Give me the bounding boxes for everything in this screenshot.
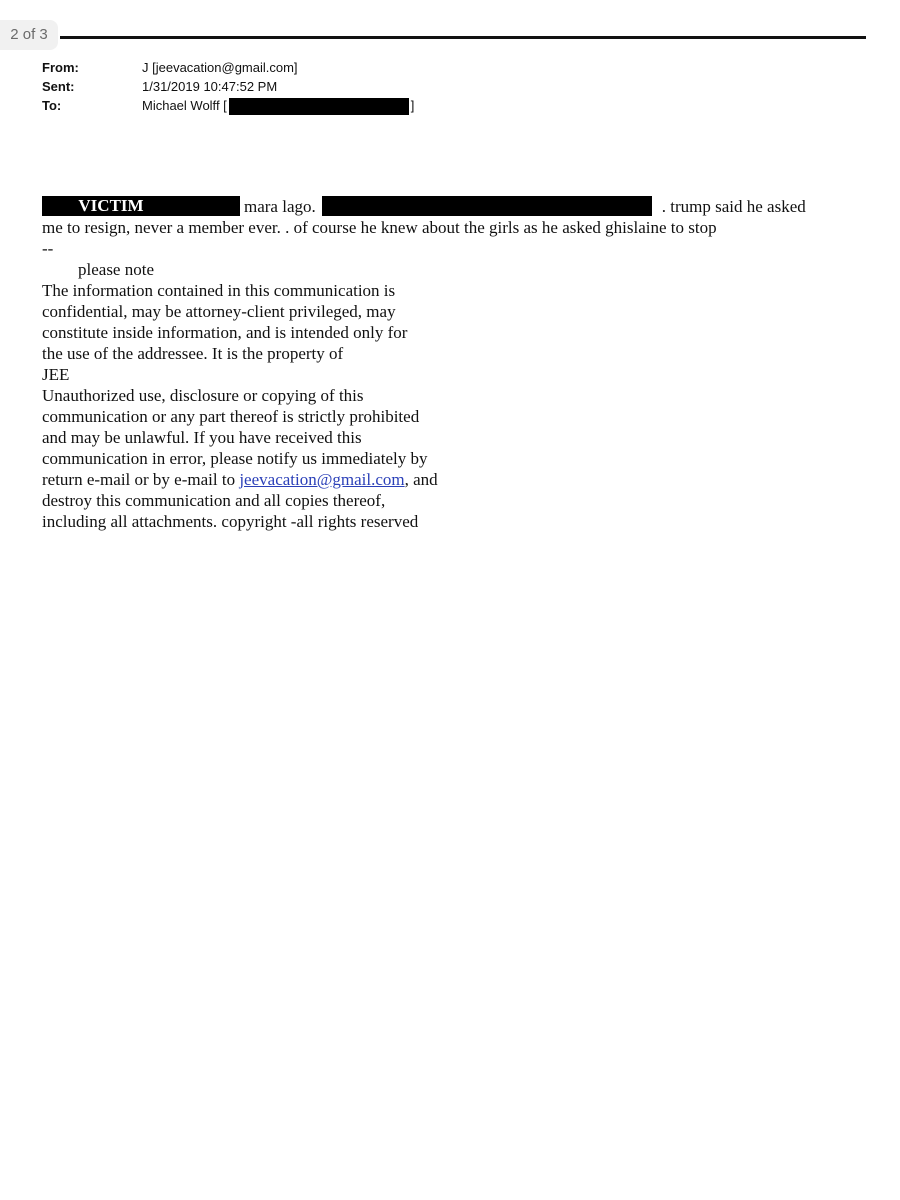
from-label: From:: [42, 60, 79, 75]
to-value: [142, 96, 414, 115]
email-link[interactable]: jeevacation@gmail.com: [239, 470, 405, 489]
header-divider: [60, 36, 866, 39]
closing-line: including all attachments. copyright -all rights reserved: [42, 512, 419, 531]
from-row: [42, 58, 414, 77]
from-value: J [jeevacation@gmail.com]: [142, 60, 298, 75]
disclaimer-line: JEE: [42, 365, 70, 384]
disclaimer-line: the use of the addressee. It is the property of: [42, 344, 344, 363]
email-header: [42, 58, 414, 115]
disclaimer-line: communication in error, please notify us immediately by: [42, 449, 428, 468]
return-line-suffix: , and: [404, 470, 438, 489]
sent-label: Sent:: [42, 79, 75, 94]
disclaimer-line: Unauthorized use, disclosure or copying of this: [42, 386, 364, 405]
signature-separator: --: [42, 239, 54, 258]
body-line-1-text: mara lago.: [244, 197, 316, 216]
return-email-line: [42, 469, 862, 490]
body-line-1: [42, 196, 862, 217]
return-line-prefix: return e-mail or by e-mail to: [42, 470, 240, 489]
email-body: [42, 196, 862, 532]
disclaimer-line: constitute inside information, and is intended only for: [42, 323, 408, 342]
to-label: To:: [42, 98, 62, 113]
disclaimer-line: communication or any part thereof is strictly prohibited: [42, 407, 420, 426]
disclaimer-line: confidential, may be attorney-client privileged, may: [42, 302, 396, 321]
redaction-bar-recipient: [229, 98, 409, 115]
sent-value: 1/31/2019 10:47:52 PM: [142, 79, 278, 94]
body-line-1-end: . trump said he asked: [661, 197, 806, 216]
sent-row: [42, 77, 414, 96]
please-note: please note: [78, 260, 154, 279]
victim-redaction-label: VICTIM: [42, 196, 240, 216]
closing-line: destroy this communication and all copies thereof,: [42, 491, 386, 510]
disclaimer-line: and may be unlawful. If you have received this: [42, 428, 362, 447]
body-line-2: me to resign, never a member ever. . of course he knew about the girls as he asked ghislaine to stop: [42, 218, 717, 237]
disclaimer-line: The information contained in this communication is: [42, 281, 396, 300]
to-row: [42, 96, 414, 115]
redaction-bar-body: [322, 196, 652, 216]
to-value-suffix: ]: [410, 98, 415, 113]
page-indicator: 2 of 3: [0, 20, 58, 50]
to-value-prefix: Michael Wolff [: [142, 98, 227, 113]
